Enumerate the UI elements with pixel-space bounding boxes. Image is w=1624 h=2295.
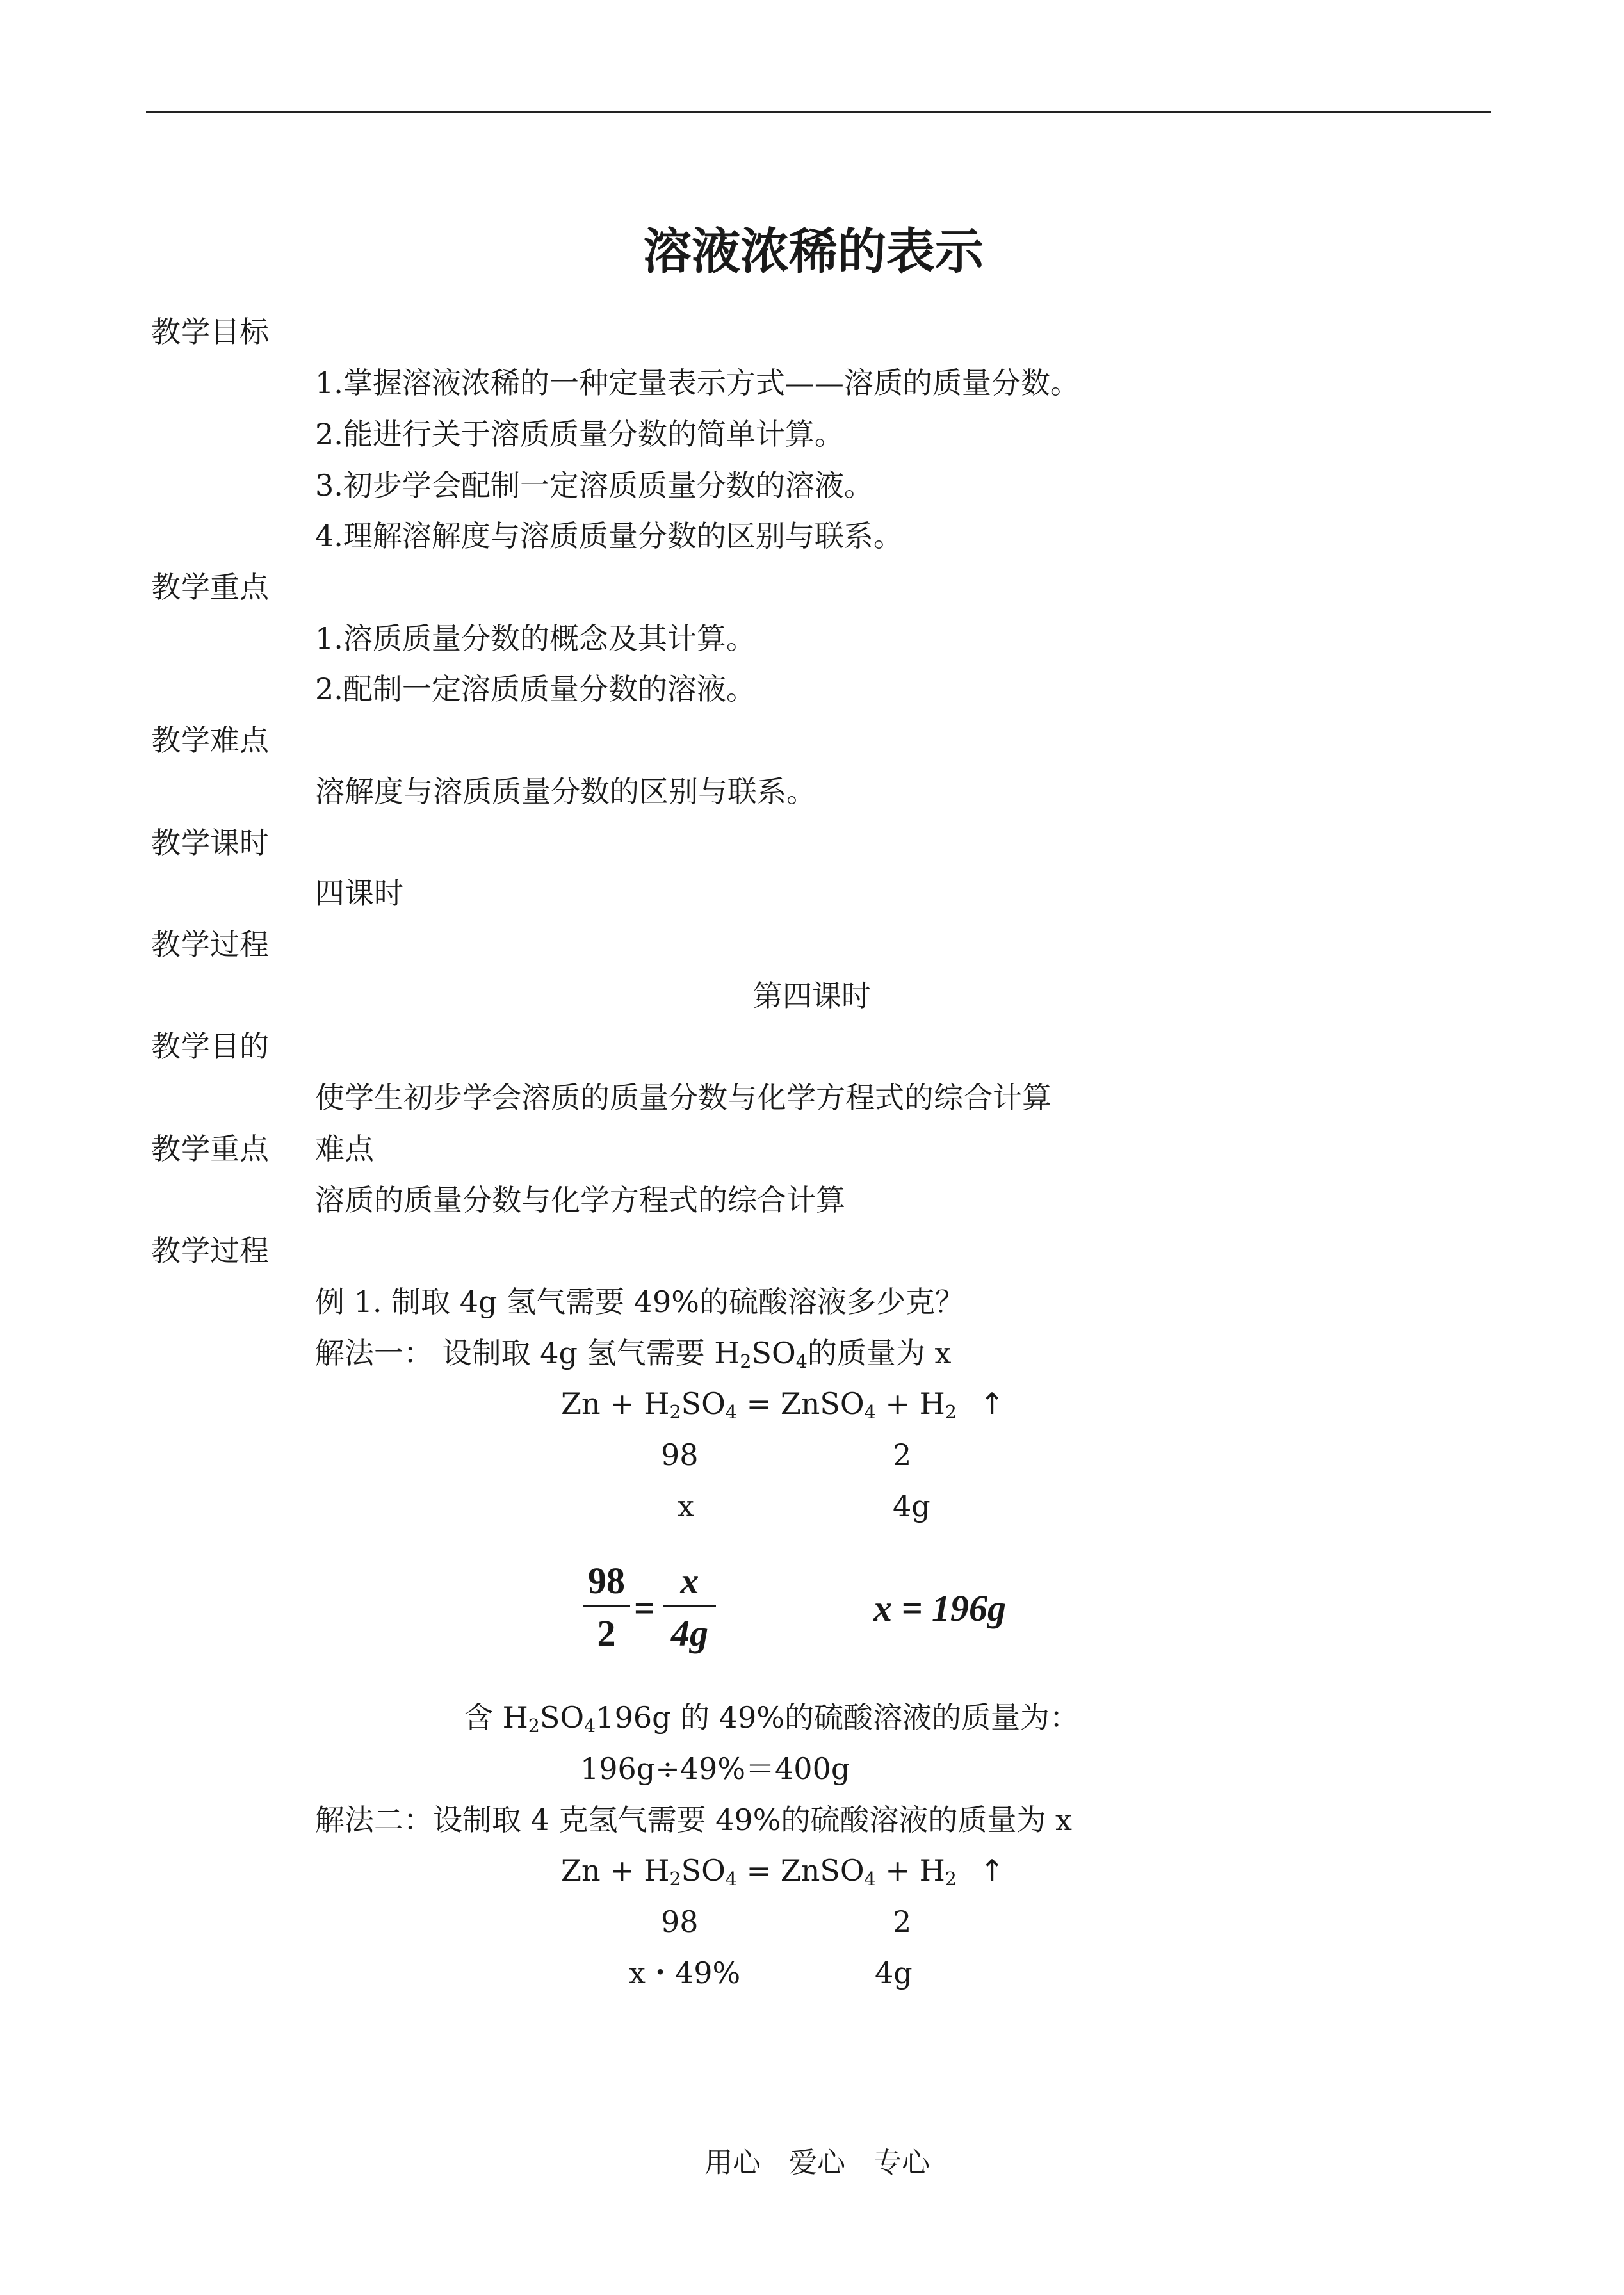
purpose-heading: 教学目的 bbox=[151, 1029, 269, 1064]
mass-ratio-right: 2 bbox=[893, 1904, 912, 1939]
contain-mid: SO bbox=[539, 1700, 585, 1735]
objectives-heading: 教学目标 bbox=[151, 314, 269, 349]
keypoint-item: 1.溶质质量分数的概念及其计算。 bbox=[315, 621, 756, 656]
fraction-numerator: 98 bbox=[588, 1560, 625, 1602]
objective-item: 3.初步学会配制一定溶质质量分数的溶液。 bbox=[315, 468, 873, 503]
subscript: 4 bbox=[725, 1869, 738, 1890]
difficulty-heading: 教学难点 bbox=[151, 723, 269, 758]
keypoints-heading: 教学重点 bbox=[151, 570, 269, 604]
subscript: 4 bbox=[725, 1402, 738, 1423]
lesson-title: 第四课时 bbox=[753, 978, 871, 1013]
objective-item: 2.能进行关于溶质质量分数的简单计算。 bbox=[315, 417, 844, 451]
page-title: 溶液浓稀的表示 bbox=[643, 223, 984, 280]
subscript: 2 bbox=[669, 1869, 681, 1890]
eq-part: SO bbox=[681, 1386, 726, 1421]
eq-part: Zn + H bbox=[561, 1853, 670, 1888]
unknown-left: x bbox=[678, 1489, 694, 1523]
keydiff-suffix: 难点 bbox=[315, 1131, 374, 1166]
fraction-right bbox=[663, 1562, 716, 1652]
up-arrow-icon: ↑ bbox=[979, 1386, 1005, 1421]
eq-part: = ZnSO bbox=[737, 1386, 865, 1421]
process-heading: 教学过程 bbox=[151, 927, 269, 962]
mass-ratio-right: 2 bbox=[893, 1438, 912, 1472]
result-equation: x = 196g bbox=[873, 1587, 1007, 1629]
objective-item: 1.掌握溶液浓稀的一种定量表示方式——溶质的质量分数。 bbox=[315, 366, 1080, 400]
objective-item: 4.理解溶解度与溶质质量分数的区别与联系。 bbox=[315, 519, 903, 553]
subscript: 4 bbox=[864, 1402, 876, 1423]
hours-heading: 教学课时 bbox=[151, 825, 269, 860]
difficulty-text: 溶解度与溶质质量分数的区别与联系。 bbox=[315, 774, 816, 809]
keypoint-item: 2.配制一定溶质质量分数的溶液。 bbox=[315, 672, 756, 706]
method1-suffix: 的质量为 x bbox=[807, 1336, 952, 1370]
unknown-left: x・49% bbox=[629, 1956, 741, 1990]
fraction-denominator: 4g bbox=[671, 1612, 708, 1654]
mass-ratio-left: 98 bbox=[661, 1904, 699, 1939]
known-right: 4g bbox=[875, 1956, 913, 1990]
process-heading-2: 教学过程 bbox=[151, 1233, 269, 1268]
eq-part: SO bbox=[681, 1853, 726, 1888]
method1-prefix: 解法一： 设制取 4g 氢气需要 H bbox=[315, 1336, 740, 1370]
header-rule bbox=[146, 111, 1491, 113]
known-right: 4g bbox=[893, 1489, 930, 1523]
eq-part: Zn + H bbox=[561, 1386, 670, 1421]
subscript: 2 bbox=[528, 1715, 540, 1737]
page-footer: 用心 爱心 专心 bbox=[704, 2146, 930, 2179]
subscript: 2 bbox=[740, 1351, 752, 1373]
method1-line bbox=[315, 1334, 951, 1372]
chemical-equation-2 bbox=[561, 1851, 1004, 1890]
fraction-left bbox=[583, 1562, 630, 1652]
eq-part: = ZnSO bbox=[737, 1853, 865, 1888]
method1-mid: SO bbox=[751, 1336, 796, 1370]
eq-part: + H bbox=[875, 1853, 945, 1888]
calculation-line: 196g÷49%＝400g bbox=[580, 1751, 850, 1786]
subscript: 2 bbox=[669, 1402, 681, 1423]
fraction-denominator: 2 bbox=[597, 1612, 616, 1654]
subscript: 2 bbox=[945, 1869, 957, 1890]
chemical-equation-1 bbox=[561, 1384, 1004, 1423]
subscript: 4 bbox=[864, 1869, 876, 1890]
keydiff-text: 溶质的质量分数与化学方程式的综合计算 bbox=[315, 1183, 845, 1217]
subscript: 4 bbox=[795, 1351, 808, 1373]
example-question: 例 1. 制取 4g 氢气需要 49%的硫酸溶液多少克？ bbox=[315, 1285, 964, 1319]
equals-sign: = bbox=[634, 1587, 656, 1629]
mass-ratio-left: 98 bbox=[661, 1438, 699, 1472]
fraction-numerator: x bbox=[680, 1560, 699, 1602]
eq-part: + H bbox=[875, 1386, 945, 1421]
contain-suffix: 196g 的 49%的硫酸溶液的质量为： bbox=[596, 1700, 1080, 1735]
contain-line bbox=[464, 1698, 1079, 1737]
method2-line: 解法二：设制取 4 克氢气需要 49%的硫酸溶液的质量为 x bbox=[315, 1803, 1072, 1837]
keydiff-heading: 教学重点 bbox=[151, 1131, 269, 1166]
purpose-text: 使学生初步学会溶质的质量分数与化学方程式的综合计算 bbox=[315, 1080, 1052, 1115]
contain-prefix: 含 H bbox=[464, 1700, 528, 1735]
subscript: 4 bbox=[584, 1715, 596, 1737]
hours-text: 四课时 bbox=[315, 876, 403, 911]
subscript: 2 bbox=[945, 1402, 957, 1423]
up-arrow-icon: ↑ bbox=[979, 1853, 1005, 1888]
